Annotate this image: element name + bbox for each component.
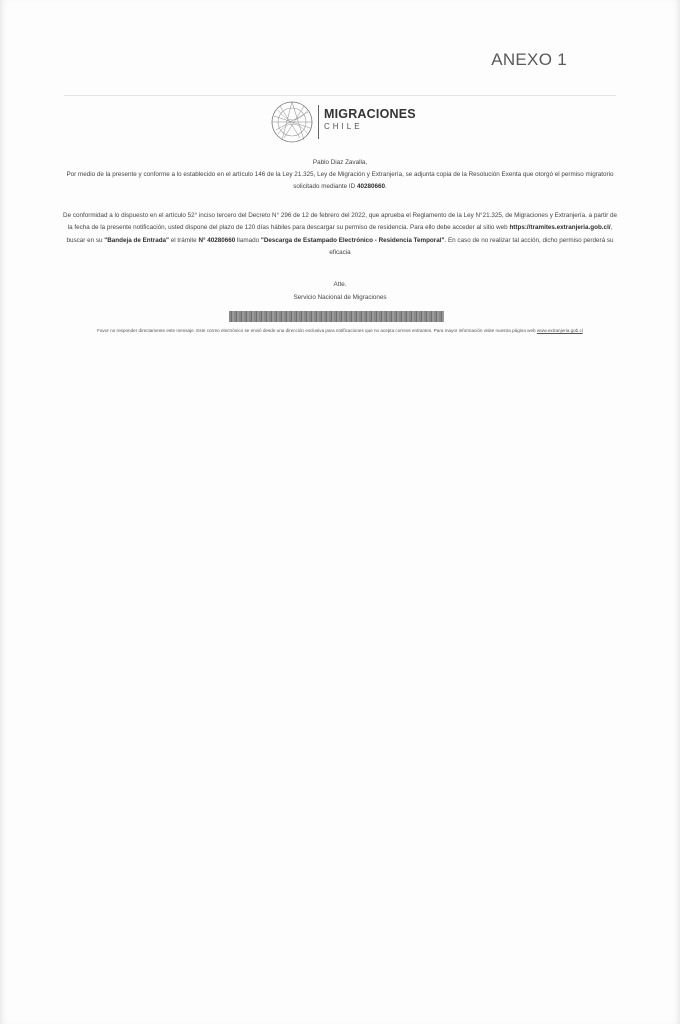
paragraph-2-text-e: . En caso de no realizar tal acción, dicho permiso perderá su eficacia <box>329 236 614 256</box>
globe-icon <box>270 100 314 144</box>
redacted-bar <box>229 311 444 322</box>
tramite-number: N° 40280660 <box>198 236 236 244</box>
footer-text: Favor no responder directamente este mensaje. Este correo electrónico se envió desde una dirección exclusiva para notificaciones que no acepta correos entrantes. Para mayor información visite nuestra página web <box>97 328 537 333</box>
paragraph-2-text-b: , buscar en su <box>66 224 613 244</box>
closing-block <box>60 279 620 304</box>
paragraph-2 <box>60 210 620 259</box>
signature: Servicio Nacional de Migraciones <box>293 293 387 301</box>
greeting: Pablo Diaz Zavalla, <box>312 159 368 166</box>
annex-title: ANEXO 1 <box>491 50 567 69</box>
logo-subtitle: CHILE <box>324 122 363 131</box>
paragraph-2-text-d: llamado <box>235 236 261 244</box>
logo-name: MIGRACIONES <box>324 107 416 121</box>
inbox-label: "Bandeja de Entrada" <box>104 236 170 244</box>
logo-wordmark <box>318 105 416 139</box>
paragraph-2-text-c: el trámite <box>169 236 199 244</box>
paragraph-2-text-a: De conformidad a lo dispuesto en el artículo 52° inciso tercero del Decreto N° 296 de 12 de febrero del 2022, que aprueba el Reglamento de la Ley N°21.325, de Migraciones y Extranjería, a partir de la fecha de la presente notificación, usted dispone del plazo de 120 días hábiles para descargar su permiso de residencia. Para ello debe acceder al sitio web <box>63 212 617 232</box>
migraciones-logo <box>270 99 420 145</box>
request-id: 40280660 <box>356 183 385 191</box>
footer-note <box>70 327 610 334</box>
paragraph-1-end: . <box>384 183 387 191</box>
paragraph-1-text: Por medio de la presente y conforme a lo establecido en el artículo 146 de la Ley 21.325, Ley de Migración y Extranjería, se adjunta copia de la Resolución Exenta que otorgó el permiso migratorio solicitado mediante ID <box>66 171 614 191</box>
tramites-url: https://tramites.extranjeria.gob.cl/ <box>509 224 611 232</box>
closing-salutation: Atte. <box>333 281 347 288</box>
tramite-title: "Descarga de Estampado Electrónico - Residencia Temporal" <box>260 236 445 244</box>
paragraph-1 <box>60 169 620 194</box>
footer-link[interactable]: www.extranjeria.gob.cl <box>536 328 583 333</box>
header-divider <box>64 95 616 96</box>
